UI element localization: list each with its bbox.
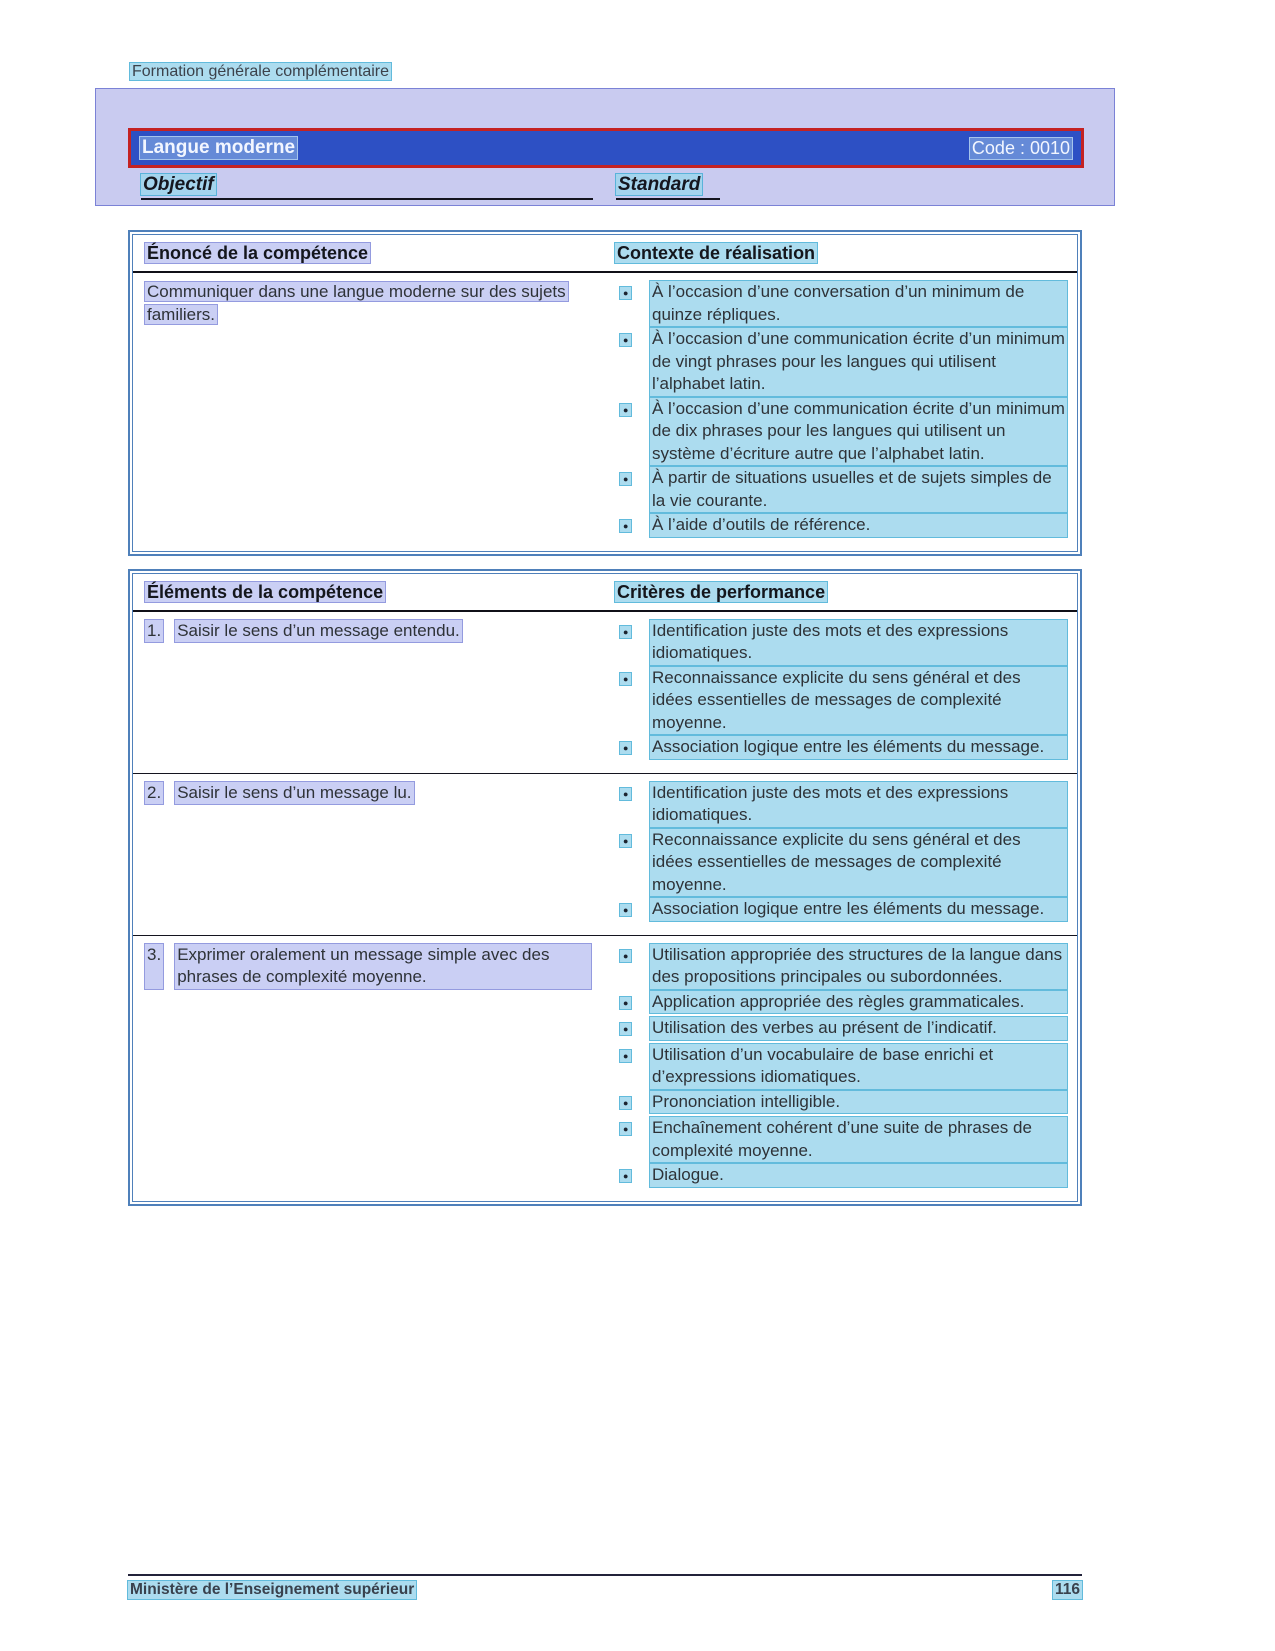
competence-statement-cell bbox=[145, 281, 615, 541]
list-item bbox=[615, 398, 1069, 466]
page-number: 116 bbox=[1054, 1581, 1080, 1598]
context-item-text: À l’aide d’outils de référence. bbox=[650, 514, 1067, 537]
competence-table-inner bbox=[132, 234, 1078, 552]
page-header-text: Formation générale complémentaire bbox=[132, 63, 390, 80]
list-item bbox=[615, 1117, 1069, 1162]
element-number: 3. bbox=[145, 944, 163, 989]
element-statement bbox=[145, 620, 591, 643]
element-text: Exprimer oralement un message simple avec des phrases de complexité moyenne. bbox=[175, 944, 591, 989]
bullet-icon: ● bbox=[615, 944, 650, 969]
bullet-icon: ● bbox=[615, 667, 650, 692]
competence-table bbox=[128, 230, 1082, 556]
header-cell-contexte bbox=[615, 243, 1069, 264]
context-item-text: À l’occasion d’une conversation d’un minimum de quinze répliques. bbox=[650, 281, 1067, 326]
title-panel bbox=[95, 88, 1115, 206]
page-header bbox=[130, 63, 391, 81]
bullet-icon: ● bbox=[615, 1091, 650, 1116]
competence-statement: Communiquer dans une langue moderne sur des sujets familiers. bbox=[147, 282, 566, 324]
table-row bbox=[133, 773, 1077, 935]
course-title-bar bbox=[128, 128, 1084, 168]
bullet-icon: ● bbox=[615, 736, 650, 761]
header-contexte-label: Contexte de réalisation bbox=[617, 243, 816, 263]
criterion-text: Association logique entre les éléments du message. bbox=[650, 736, 1067, 759]
elements-table bbox=[128, 569, 1082, 1206]
criterion-text: Reconnaissance explicite du sens général et des idées essentielles de messages de complexité moyenne. bbox=[650, 667, 1067, 735]
element-cell bbox=[145, 944, 615, 1191]
criterion-text: Identification juste des mots et des expressions idiomatiques. bbox=[650, 620, 1067, 665]
header-cell-elements bbox=[145, 582, 615, 603]
elements-table-header bbox=[133, 574, 1077, 610]
footer-divider bbox=[128, 1574, 1082, 1576]
list-item bbox=[615, 782, 1069, 827]
course-code: Code : 0010 bbox=[971, 137, 1070, 158]
table-row bbox=[133, 935, 1077, 1201]
footer-ministry: Ministère de l’Enseignement supérieur bbox=[130, 1581, 415, 1598]
criterion-text: Prononciation intelligible. bbox=[650, 1091, 1067, 1114]
criteria-list bbox=[615, 782, 1069, 925]
bullet-icon: ● bbox=[615, 991, 650, 1016]
objectif-label: Objectif bbox=[143, 174, 214, 195]
competence-table-header bbox=[133, 235, 1077, 271]
element-statement bbox=[145, 782, 591, 805]
criterion-text: Utilisation d’un vocabulaire de base enrichi et d’expressions idiomatiques. bbox=[650, 1044, 1067, 1089]
bullet-icon: ● bbox=[615, 281, 650, 306]
criterion-text: Dialogue. bbox=[650, 1164, 1067, 1187]
objectif-heading bbox=[141, 174, 593, 200]
list-item bbox=[615, 667, 1069, 735]
context-item-text: À l’occasion d’une communication écrite d’un minimum de vingt phrases pour les langues qui utilisent l’alphabet latin. bbox=[650, 328, 1067, 396]
criteria-list bbox=[615, 620, 1069, 763]
element-number: 2. bbox=[145, 782, 163, 805]
bullet-icon: ● bbox=[615, 1044, 650, 1069]
bullet-icon: ● bbox=[615, 620, 650, 645]
element-text: Saisir le sens d’un message lu. bbox=[175, 782, 413, 805]
bullet-icon: ● bbox=[615, 782, 650, 807]
list-item bbox=[615, 736, 1069, 761]
bullet-icon: ● bbox=[615, 898, 650, 923]
bullet-icon: ● bbox=[615, 467, 650, 492]
list-item bbox=[615, 1017, 1069, 1042]
header-enonce-label: Énoncé de la compétence bbox=[147, 243, 369, 263]
competence-table-body bbox=[133, 273, 1077, 551]
elements-table-inner bbox=[132, 573, 1078, 1202]
bullet-icon: ● bbox=[615, 829, 650, 854]
bullet-icon: ● bbox=[615, 514, 650, 539]
list-item bbox=[615, 328, 1069, 396]
context-list bbox=[615, 281, 1069, 541]
header-cell-criteres bbox=[615, 582, 1069, 603]
bullet-icon: ● bbox=[615, 1164, 650, 1189]
list-item bbox=[615, 898, 1069, 923]
bullet-icon: ● bbox=[615, 328, 650, 353]
criterion-text: Application appropriée des règles grammaticales. bbox=[650, 991, 1067, 1014]
table-row bbox=[133, 612, 1077, 773]
footer-row bbox=[128, 1581, 1082, 1599]
list-item bbox=[615, 1164, 1069, 1189]
criterion-text: Identification juste des mots et des expressions idiomatiques. bbox=[650, 782, 1067, 827]
context-item-text: À partir de situations usuelles et de sujets simples de la vie courante. bbox=[650, 467, 1067, 512]
criterion-text: Utilisation des verbes au présent de l’indicatif. bbox=[650, 1017, 1067, 1040]
standard-heading bbox=[616, 174, 720, 200]
list-item bbox=[615, 620, 1069, 665]
course-title: Langue moderne bbox=[142, 137, 296, 158]
element-statement bbox=[145, 944, 591, 989]
criterion-text: Utilisation appropriée des structures de la langue dans des propositions principales ou subordonnées. bbox=[650, 944, 1067, 989]
element-cell bbox=[145, 782, 615, 925]
element-number: 1. bbox=[145, 620, 163, 643]
header-cell-enonce bbox=[145, 243, 615, 264]
tables-wrapper bbox=[128, 230, 1082, 1206]
criterion-text: Reconnaissance explicite du sens général et des idées essentielles de messages de complexité moyenne. bbox=[650, 829, 1067, 897]
list-item bbox=[615, 467, 1069, 512]
bullet-icon: ● bbox=[615, 1117, 650, 1142]
element-cell bbox=[145, 620, 615, 763]
standard-label: Standard bbox=[618, 174, 701, 195]
list-item bbox=[615, 829, 1069, 897]
list-item bbox=[615, 1091, 1069, 1116]
element-text: Saisir le sens d’un message entendu. bbox=[175, 620, 462, 643]
list-item bbox=[615, 991, 1069, 1016]
criterion-text: Association logique entre les éléments du message. bbox=[650, 898, 1067, 921]
criteria-list bbox=[615, 944, 1069, 1191]
header-criteres-label: Critères de performance bbox=[617, 581, 826, 602]
criterion-text: Enchaînement cohérent d’une suite de phrases de complexité moyenne. bbox=[650, 1117, 1067, 1162]
list-item bbox=[615, 1044, 1069, 1089]
header-elements-label: Éléments de la compétence bbox=[147, 581, 384, 602]
list-item bbox=[615, 944, 1069, 989]
bullet-icon: ● bbox=[615, 398, 650, 423]
page-footer bbox=[128, 1574, 1082, 1599]
context-item-text: À l’occasion d’une communication écrite d’un minimum de dix phrases pour les langues qui utilisent un système d’écriture autre que l’alphabet latin. bbox=[650, 398, 1067, 466]
list-item bbox=[615, 514, 1069, 539]
list-item bbox=[615, 281, 1069, 326]
bullet-icon: ● bbox=[615, 1017, 650, 1042]
